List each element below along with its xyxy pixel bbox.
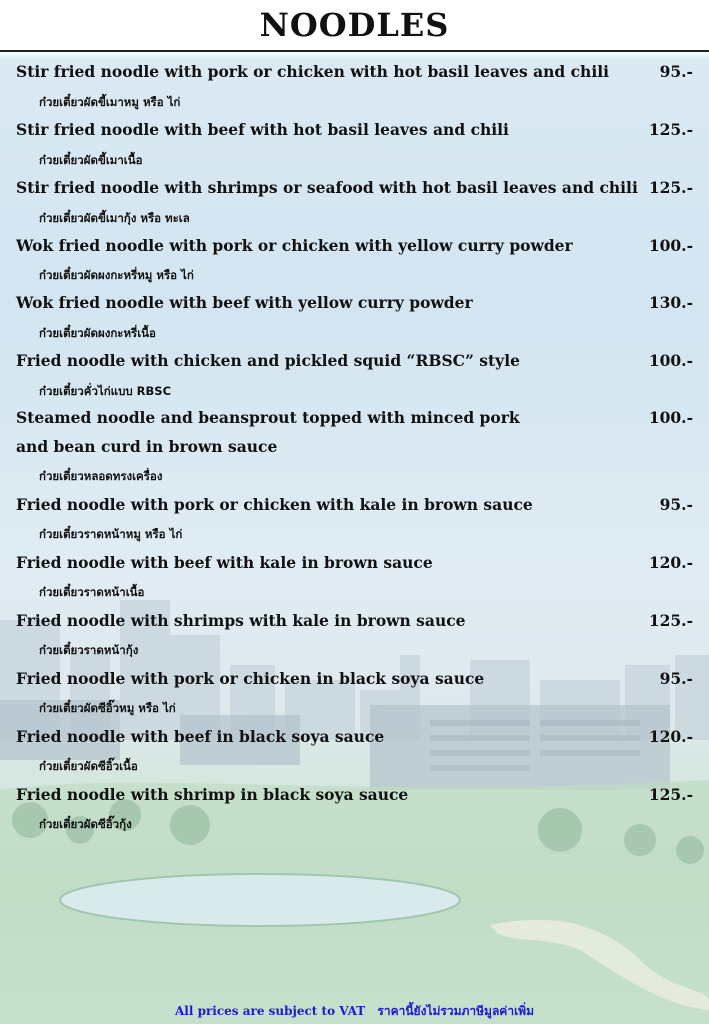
menu-item-thai-name: ก๋วยเตี๋ยวราดหน้าเนื้อ xyxy=(39,585,145,599)
menu-item-name: Fried noodle with pork or chicken with kale in brown sauce xyxy=(16,495,533,514)
vat-notice xyxy=(0,1002,709,1021)
menu-item-price: 130.- xyxy=(648,293,693,312)
menu-item-price: 100.- xyxy=(648,351,693,370)
menu-item-name: Stir fried noodle with pork or chicken with hot basil leaves and chili xyxy=(16,62,609,81)
menu-item-thai-name: ก๋วยเตี๋ยวผัดผงกะหรี่หมู หรือ ไก่ xyxy=(39,268,194,282)
menu-item-price: 120.- xyxy=(648,727,693,746)
menu-item-name: Fried noodle with beef in black soya sauce xyxy=(16,727,385,746)
menu-item-name: Wok fried noodle with beef with yellow curry powder xyxy=(16,293,473,312)
menu-item-name: Stir fried noodle with beef with hot basil leaves and chili xyxy=(16,120,509,139)
menu-item-price: 100.- xyxy=(648,408,693,427)
vat-notice-english: All prices are subject to VAT xyxy=(174,1004,366,1018)
menu-item-thai-name: ก๋วยเตี๋ยวหลอดทรงเครื่อง xyxy=(39,469,163,483)
menu-item-thai-name: ก๋วยเตี๋ยวผัดขี้เมาหมู หรือ ไก่ xyxy=(39,95,181,109)
menu-item-price: 120.- xyxy=(648,553,693,572)
menu-item-name: Fried noodle with shrimp in black soya sauce xyxy=(16,785,409,804)
menu-item-price: 125.- xyxy=(648,785,693,804)
menu-item-name: Fried noodle with shrimps with kale in brown sauce xyxy=(16,611,466,630)
menu-item-name-continued: and bean curd in brown sauce xyxy=(16,437,278,456)
menu-item-name: Fried noodle with chicken and pickled squid “RBSC” style xyxy=(16,351,520,370)
menu-item-thai-name: ก๋วยเตี๋ยวผัดขี้เมาเนื้อ xyxy=(39,153,143,167)
menu-item-thai-name: ก๋วยเตี๋ยวผัดซีอิ๊วหมู หรือ ไก่ xyxy=(39,701,176,715)
menu-item-thai-name: ก๋วยเตี๋ยวผัดผงกะหรี่เนื้อ xyxy=(39,326,156,340)
menu-item-price: 100.- xyxy=(648,236,693,255)
menu-item-name: Stir fried noodle with shrimps or seafood with hot basil leaves and chili xyxy=(16,178,638,197)
menu-item-thai-name: ก๋วยเตี๋ยวราดหน้ากุ้ง xyxy=(39,643,139,657)
menu-item-price: 95.- xyxy=(659,669,693,688)
menu-item-name: Wok fried noodle with pork or chicken with yellow curry powder xyxy=(16,236,573,255)
menu-item-price: 125.- xyxy=(648,120,693,139)
menu-item-name: Fried noodle with pork or chicken in black soya sauce xyxy=(16,669,485,688)
page-title: NOODLES xyxy=(259,6,450,44)
menu-item-thai-name: ก๋วยเตี๋ยวผัดซีอิ๊วกุ้ง xyxy=(39,817,132,831)
menu-item-name: Fried noodle with beef with kale in brown sauce xyxy=(16,553,433,572)
menu-item-thai-name: ก๋วยเตี๋ยวผัดขี้เมากุ้ง หรือ ทะเล xyxy=(39,211,190,225)
vat-notice-thai: ราคานี้ยังไม่รวมภาษีมูลค่าเพิ่ม xyxy=(377,1004,534,1018)
menu-item-price: 125.- xyxy=(648,178,693,197)
menu-item-thai-name: ก๋วยเตี๋ยวผัดซีอิ๊วเนื้อ xyxy=(39,759,138,773)
menu-item-thai-name: ก๋วยเตี๋ยวคั่วไก่แบบ RBSC xyxy=(39,384,172,398)
menu-item-price: 95.- xyxy=(659,62,693,81)
menu-item-thai-name: ก๋วยเตี๋ยวราดหน้าหมู หรือ ไก่ xyxy=(39,527,183,541)
menu-item-price: 125.- xyxy=(648,611,693,630)
menu-item-name: Steamed noodle and beansprout topped with minced pork xyxy=(16,408,520,427)
menu-item-price: 95.- xyxy=(659,495,693,514)
